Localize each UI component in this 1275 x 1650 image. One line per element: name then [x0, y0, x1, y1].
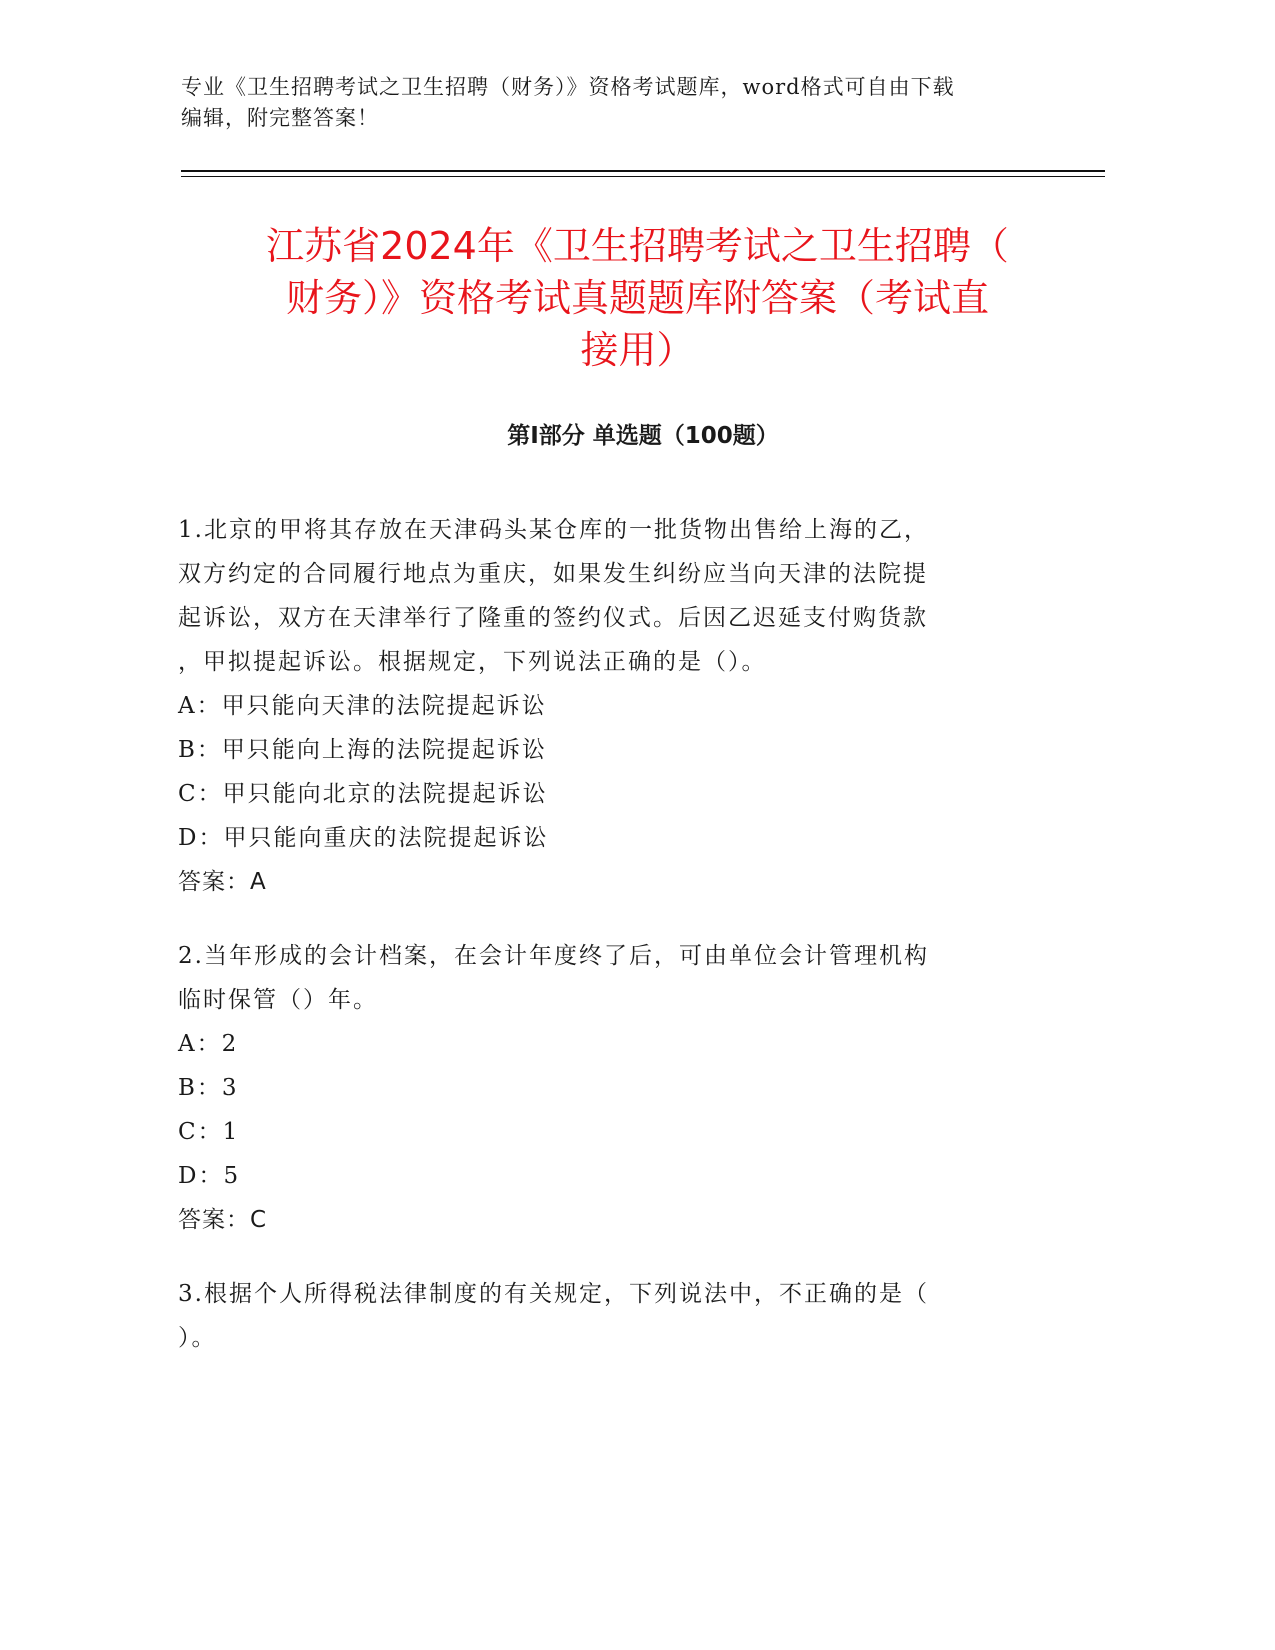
option-a: A：2 [178, 1031, 239, 1057]
header-note-line-2: 编辑，附完整答案！ [181, 106, 379, 130]
header-rule-thin [181, 176, 1105, 177]
document-title [175, 220, 1100, 376]
question-stem-line: 3.根据个人所得税法律制度的有关规定，下列说法中，不正确的是（ [178, 1281, 929, 1307]
question-stem-line: 临时保管（）年。 [178, 987, 378, 1013]
answer-line: 答案：C [178, 1207, 268, 1233]
header-note [181, 72, 1061, 134]
option-d: D：甲只能向重庆的法院提起诉讼 [178, 825, 549, 851]
question-stem-line: 2.当年形成的会计档案，在会计年度终了后，可由单位会计管理机构 [178, 943, 929, 969]
question-list [178, 508, 1018, 1390]
document-title-line-3: 接用） [580, 328, 695, 372]
question-stem-line: 双方约定的合同履行地点为重庆，如果发生纠纷应当向天津的法院提 [178, 561, 928, 587]
header-note-line-1: 专业《卫生招聘考试之卫生招聘（财务）》资格考试题库，word格式可自由下载 [181, 75, 955, 99]
section-title: 第Ⅰ部分 单选题（100题） [507, 423, 779, 449]
document-title-line-1: 江苏省2024年《卫生招聘考试之卫生招聘（ [266, 224, 1009, 268]
document-title-line-2: 财务）》资格考试真题题库附答案（考试直 [285, 276, 989, 320]
option-b: B：3 [178, 1075, 239, 1101]
option-c: C：甲只能向北京的法院提起诉讼 [178, 781, 548, 807]
question-stem-line: ，甲拟提起诉讼。根据规定，下列说法正确的是（）。 [178, 649, 767, 675]
header-rule-thick [181, 170, 1105, 172]
question-2 [178, 934, 1018, 1242]
question-stem-line: 起诉讼，双方在天津举行了隆重的签约仪式。后因乙迟延支付购货款 [178, 605, 928, 631]
question-1 [178, 508, 1018, 904]
answer-line: 答案：A [178, 869, 267, 895]
option-b: B：甲只能向上海的法院提起诉讼 [178, 737, 547, 763]
question-stem-line: 1.北京的甲将其存放在天津码头某仓库的一批货物出售给上海的乙， [178, 517, 929, 543]
question-3 [178, 1272, 1018, 1360]
option-a: A：甲只能向天津的法院提起诉讼 [178, 693, 547, 719]
question-stem-line: ）。 [178, 1325, 217, 1351]
option-d: D：5 [178, 1163, 241, 1189]
option-c: C：1 [178, 1119, 240, 1145]
